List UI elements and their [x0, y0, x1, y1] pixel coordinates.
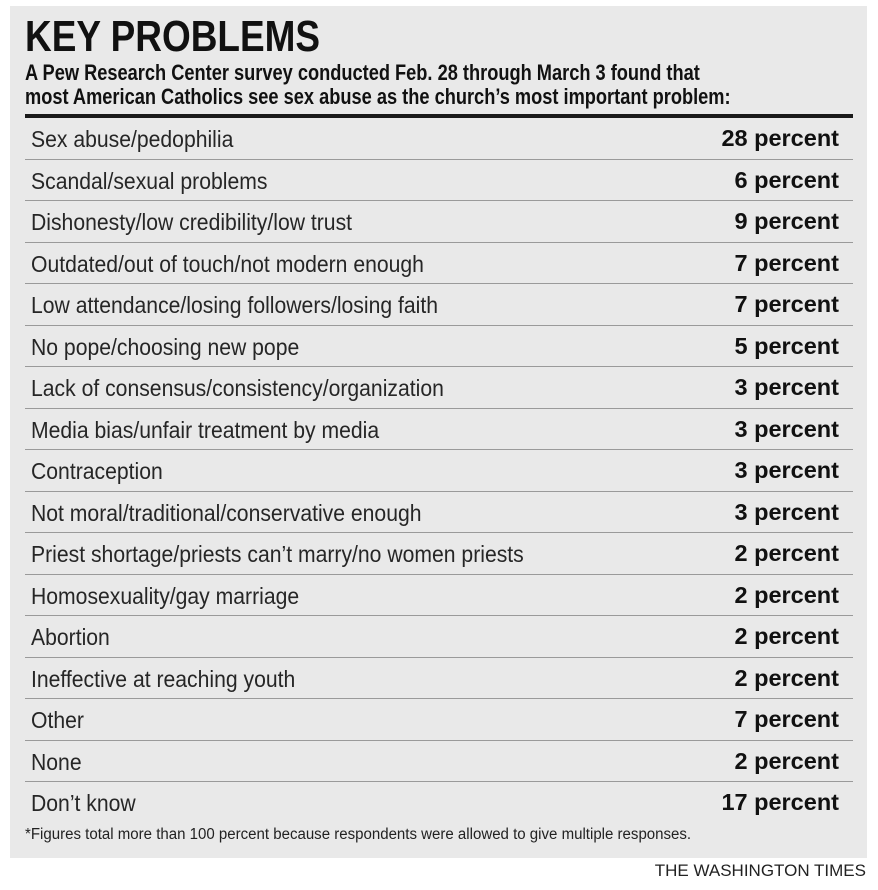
row-label: Media bias/unfair treatment by media [31, 416, 380, 443]
row-label: Contraception [31, 458, 163, 484]
row-value: 6 percent [734, 166, 839, 193]
row-label: Priest shortage/priests can’t marry/no women priests [31, 541, 524, 567]
row-value: 3 percent [734, 457, 839, 483]
row-label: Sex abuse/pedophilia [31, 126, 234, 152]
table-row [25, 243, 853, 285]
table-row [25, 284, 853, 326]
row-value: 17 percent [721, 789, 839, 815]
table-row [25, 658, 853, 700]
row-label: Dishonesty/low credibility/low trust [31, 209, 353, 235]
table-row [25, 699, 853, 741]
row-value: 28 percent [721, 125, 839, 151]
source-credit: THE WASHINGTON TIMES [654, 861, 866, 880]
row-label: Low attendance/losing followers/losing faith [31, 292, 438, 318]
row-label: Abortion [31, 624, 110, 650]
footnote: *Figures total more than 100 percent because respondents were allowed to give multiple responses. [25, 826, 692, 843]
row-value: 3 percent [734, 498, 839, 525]
chart-title: KEY PROBLEMS [25, 12, 321, 61]
row-label: Not moral/traditional/conservative enough [31, 499, 422, 526]
table-row [25, 409, 853, 451]
row-value: 3 percent [734, 374, 839, 400]
table-row [25, 118, 853, 160]
table-row [25, 326, 853, 368]
row-value: 5 percent [734, 332, 839, 359]
row-label: Scandal/sexual problems [31, 167, 268, 194]
table-row [25, 782, 853, 824]
table-row [25, 492, 853, 534]
row-value: 9 percent [734, 208, 839, 234]
row-value: 2 percent [734, 581, 839, 608]
problems-table [25, 118, 853, 824]
row-label: Outdated/out of touch/not modern enough [31, 250, 424, 277]
row-value: 3 percent [734, 415, 839, 442]
row-label: Lack of consensus/consistency/organization [31, 375, 444, 401]
table-row [25, 616, 853, 658]
row-value: 7 percent [734, 706, 839, 732]
row-value: 7 percent [734, 249, 839, 276]
table-row [25, 160, 853, 202]
row-label: Ineffective at reaching youth [31, 665, 296, 692]
row-label: Don’t know [31, 790, 136, 816]
table-row [25, 367, 853, 409]
table-row [25, 741, 853, 783]
row-label: No pope/choosing new pope [31, 333, 300, 360]
table-row [25, 533, 853, 575]
row-label: Other [31, 707, 84, 733]
subtitle-line: most American Catholics see sex abuse as the church’s most important problem: [25, 84, 731, 109]
row-value: 2 percent [734, 623, 839, 649]
subtitle-line: A Pew Research Center survey conducted Feb. 28 through March 3 found that [25, 60, 700, 85]
chart-subtitle [25, 61, 835, 109]
row-value: 2 percent [734, 664, 839, 691]
row-label: None [31, 748, 82, 775]
row-label: Homosexuality/gay marriage [31, 582, 300, 609]
row-value: 7 percent [734, 291, 839, 317]
row-value: 2 percent [734, 747, 839, 774]
table-row [25, 201, 853, 243]
table-row [25, 575, 853, 617]
row-value: 2 percent [734, 540, 839, 566]
table-row [25, 450, 853, 492]
